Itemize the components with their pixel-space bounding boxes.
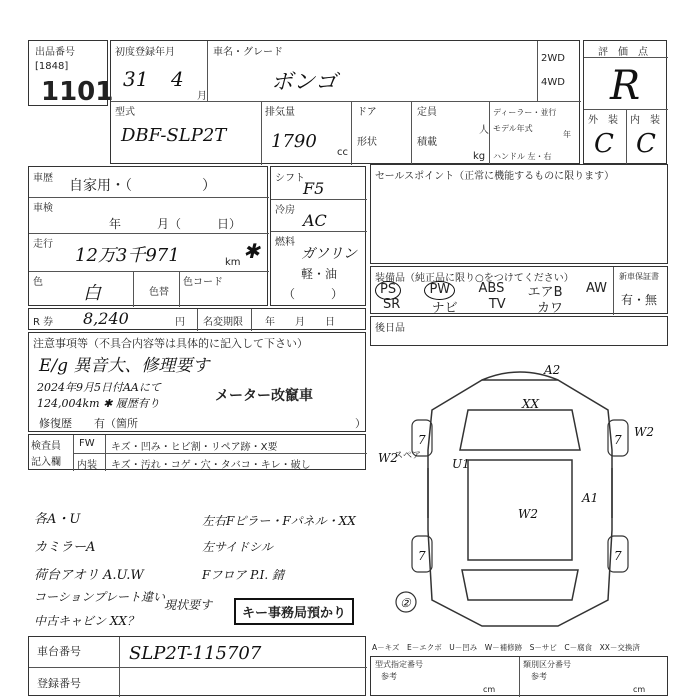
equip-leather: カワ xyxy=(536,301,563,316)
inspector-label: 検査員 xyxy=(31,441,61,452)
spare-label: スペア xyxy=(394,451,422,461)
cc-unit: cc xyxy=(337,147,348,158)
first-reg-label: 初度登録年月 xyxy=(115,47,175,58)
displacement-value: 1790 xyxy=(271,131,317,152)
sales-box xyxy=(370,164,668,264)
history-value: 自家用・（ ） xyxy=(69,178,216,194)
diagram-legend: A－キズ E－エクボ U－凹み W－補修跡 S－サビ C－腐食 XX－交換済 xyxy=(372,643,640,652)
model-year-label: モデル年式 xyxy=(493,124,533,133)
equip-airbag: エアB xyxy=(527,285,563,300)
drive-4wd: 4WD xyxy=(541,77,565,88)
recycle-box xyxy=(28,308,366,330)
diagram-mark: ② xyxy=(400,596,411,610)
recycle-label: R 券 xyxy=(33,317,54,328)
diagram-mark: A1 xyxy=(582,491,599,505)
model-label: 型式 xyxy=(115,107,135,118)
history-label: 車歴 xyxy=(33,173,53,184)
lot-code: [1848] xyxy=(35,61,69,72)
mileage-value: 12万3千971 xyxy=(75,245,180,266)
exterior-label: 外 装 xyxy=(588,115,618,126)
fuel-paren: （ ） xyxy=(283,287,344,301)
fw-items: キズ・凹み・ヒビ割・リペア跡・X要 xyxy=(111,442,278,453)
repair-end: ） xyxy=(355,417,366,430)
diagram-mark: U1 xyxy=(452,457,470,471)
recycle-value: 8,240 xyxy=(83,309,129,328)
month-unit: 月 xyxy=(197,91,207,102)
inspector-interior-label: 内装 xyxy=(77,460,97,471)
eval-label: 評 価 点 xyxy=(598,47,648,58)
equip-sr: SR xyxy=(383,297,401,312)
warranty-value: 有・無 xyxy=(621,293,658,307)
inspection-value: 年 月（ 日） xyxy=(109,217,242,231)
ref-label-2: 参考 xyxy=(531,672,547,681)
first-reg-month: 4 xyxy=(171,67,184,91)
yen-unit: 円 xyxy=(175,317,185,328)
diagram-mark: W2 xyxy=(634,425,654,439)
color-value: 白 xyxy=(83,283,101,304)
car-name-label: 車名・グレード xyxy=(213,47,283,58)
person-unit: 人 xyxy=(479,125,489,136)
shift-label: シフト xyxy=(275,173,305,184)
ac-label: 冷房 xyxy=(275,205,295,216)
equipment-label: 装備品（純正品に限り○をつけてください） xyxy=(375,273,574,284)
kg-unit: kg xyxy=(473,151,486,162)
first-reg-year: 31 xyxy=(123,67,149,91)
ac-value: AC xyxy=(303,211,327,230)
history-box xyxy=(28,166,268,306)
spec-box xyxy=(270,166,366,306)
inspector-box xyxy=(28,434,366,470)
diagram-mark: 7 xyxy=(614,433,622,447)
category-label: 類別区分番号 xyxy=(523,660,571,669)
reg-label: 登録番号 xyxy=(37,677,81,690)
inspection-label: 車検 xyxy=(33,203,53,214)
diagram-mark: 7 xyxy=(418,433,426,447)
key-stamp: キー事務局預かり xyxy=(234,598,354,625)
notes-line3: 124,004km ✱ 履歴有り xyxy=(37,397,160,410)
diagram-mark: 7 xyxy=(418,549,426,563)
fuel-label: 燃料 xyxy=(275,237,295,248)
model-value: DBF-SLP2T xyxy=(121,125,227,146)
fuel-value: ガソリン xyxy=(301,246,357,262)
meter-tamper-stamp: メーター改竄車 xyxy=(215,388,313,404)
chassis-label: 車台番号 xyxy=(37,645,81,658)
diagram-mark: W2 xyxy=(378,451,398,465)
fw-label: FW xyxy=(79,438,95,449)
lot-box xyxy=(28,40,114,107)
door-label: ドア xyxy=(357,107,377,118)
color-change-label: 色替 xyxy=(149,287,169,298)
notes-label: 注意事項等（不具合内容等は具体的に記入して下さい） xyxy=(33,337,308,350)
inspection-note: 左右Fピラー・Fパネル・XX xyxy=(202,514,356,528)
rear-box xyxy=(370,316,668,346)
notes-line2: 2024年9月5日付AAにて xyxy=(37,381,161,394)
repair-label: 修復歴 有（箇所 xyxy=(39,417,138,430)
equip-aw: AW xyxy=(585,281,607,296)
ref-label: 参考 xyxy=(381,672,397,681)
fuel-options: 軽・油 xyxy=(301,267,338,281)
equipment-row-2 xyxy=(383,297,563,316)
cm-unit: cm xyxy=(483,685,496,694)
form-label: 型式指定番号 xyxy=(375,660,423,669)
equip-tv: TV xyxy=(488,297,506,312)
inspection-note: Fフロア P.I. 錆 xyxy=(202,568,284,582)
color-label: 色 xyxy=(33,277,43,288)
exterior-score: C xyxy=(594,129,614,159)
displacement-label: 排気量 xyxy=(265,107,295,118)
mileage-mark: ✱ xyxy=(243,239,260,263)
drive-2wd: 2WD xyxy=(541,53,565,64)
equip-navi: ナビ xyxy=(431,301,458,316)
mileage-label: 走行 xyxy=(33,239,53,250)
footer-box xyxy=(370,656,668,696)
chassis-box xyxy=(28,636,366,696)
equip-ps: PS xyxy=(375,281,401,300)
diagram-mark: A2 xyxy=(544,363,561,377)
inspection-note: カミラーA xyxy=(34,540,96,555)
interior-items: キズ・汚れ・コゲ・穴・タバコ・キレ・破し xyxy=(111,460,311,471)
inspection-note: 各A・U xyxy=(34,512,81,527)
notes-line1: E/g 異音大、修理要す xyxy=(39,356,210,376)
interior-score: C xyxy=(636,129,656,159)
shift-value: F5 xyxy=(303,179,325,198)
equip-pw: PW xyxy=(424,281,455,300)
handle-label: ハンドル 左・右 xyxy=(493,152,552,161)
name-change-label: 名変期限 xyxy=(203,317,243,328)
diagram-mark: XX xyxy=(522,397,540,411)
warranty-label: 新車保証書 xyxy=(619,272,659,281)
color-code-label: 色コード xyxy=(183,277,223,288)
sales-label: セールスポイント（正常に機能するものに限ります） xyxy=(375,171,615,182)
year-unit: 年 xyxy=(563,130,571,139)
equipment-box xyxy=(370,266,668,314)
eval-score: R xyxy=(610,63,641,109)
chassis-value: SLP2T-115707 xyxy=(129,643,262,664)
diagram-mark: 7 xyxy=(614,549,622,563)
rear-label: 後日品 xyxy=(375,323,405,334)
cm-unit-2: cm xyxy=(633,685,646,694)
ym-unit: 年 月 日 xyxy=(265,317,335,328)
inspection-note: 荷台アオリ A.U.W xyxy=(34,568,144,583)
km-unit: km xyxy=(225,257,241,268)
record-label: 記入欄 xyxy=(31,457,61,468)
diagram-mark: W2 xyxy=(518,507,538,521)
inspection-note: 中古キャビン XX？ xyxy=(34,614,139,628)
lot-number: 1101 xyxy=(41,77,114,107)
inspection-note: コーションプレート違い xyxy=(34,590,166,604)
car-name: ボンゴ xyxy=(271,70,338,95)
vehicle-diagram xyxy=(372,350,668,638)
interior-label: 内 装 xyxy=(630,115,660,126)
eval-box xyxy=(583,40,667,164)
inspection-note: 左サイドシル xyxy=(202,540,273,554)
lot-label: 出品番号 xyxy=(35,47,75,58)
equip-abs: ABS xyxy=(478,281,505,296)
header-box xyxy=(110,40,580,164)
shape-label: 形状 xyxy=(357,137,377,148)
repair-required: 現状要す xyxy=(164,598,213,612)
notes-box xyxy=(28,332,366,432)
load-label: 積載 xyxy=(417,137,437,148)
dealer-label: ディーラー・並行 xyxy=(493,108,557,117)
capacity-label: 定員 xyxy=(417,107,437,118)
